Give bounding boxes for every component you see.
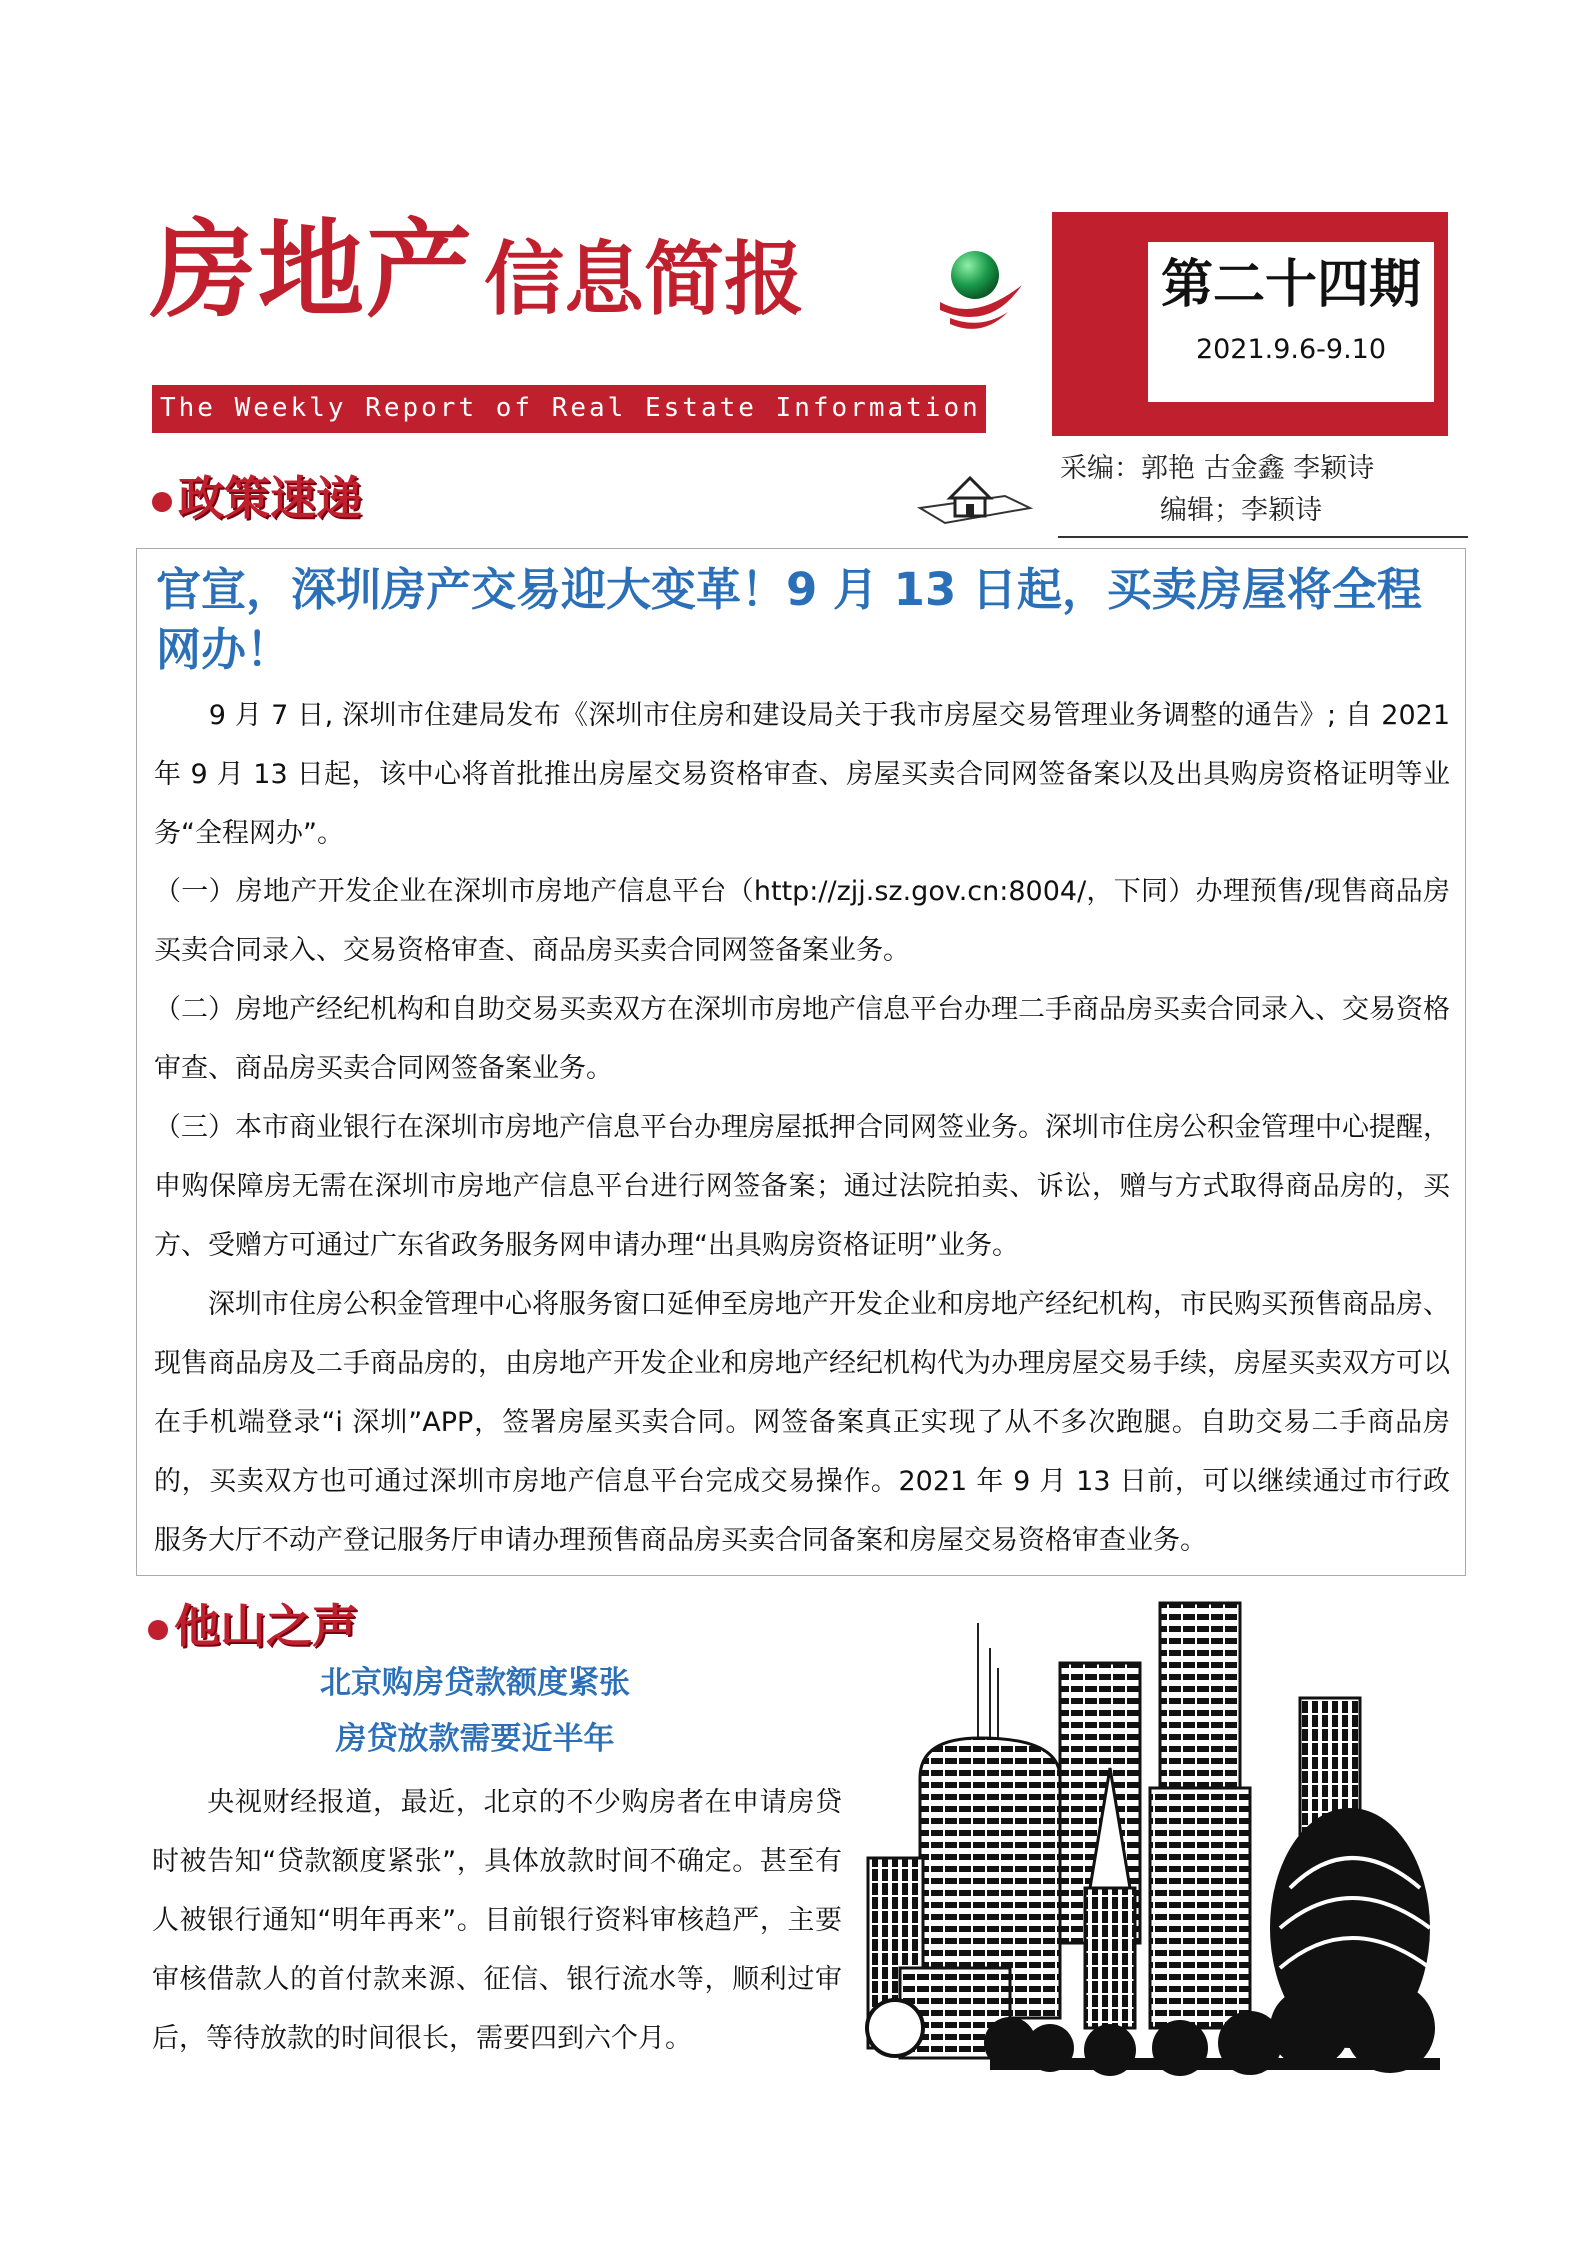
article-headline: 官宣，深圳房产交易迎大变革！9 月 13 日起，买卖房屋将全程网办！ [156,563,1422,676]
logo-icon [930,240,1030,340]
credits-editor: 编辑；李颖诗 [1160,495,1322,526]
article-paragraph: （一）房地产开发企业在深圳市房地产信息平台（http://zjj.sz.gov.cn:8004/，下同）办理预售/现售商品房买卖合同录入、交易资格审查、商品房买卖合同网签备案业务。 [154,876,1450,966]
section-policy-header [152,462,362,528]
city-skyline-illustration [860,1588,1460,2088]
article-paragraph: （三）本市商业银行在深圳市房地产信息平台办理房屋抵押合同网签业务。深圳市住房公积金管理中心提醒，申购保障房无需在深圳市房地产信息平台进行网签备案；通过法院拍卖、诉讼，赠与方式取得商品房的，买方、受赠方可通过广东省政务服务网申请办理“出具购房资格证明”业务。 [154,1112,1450,1261]
issue-number: 第二十四期 [1160,254,1421,315]
news-subtitle: 房贷放款需要近半年 [335,1721,615,1757]
house-icon [915,468,1035,530]
news-paragraph: 央视财经报道，最近，北京的不少购房者在申请房贷时被告知“贷款额度紧张”，具体放款时间不确定。甚至有人被银行通知“明年再来”。目前银行资料审核趋严，主要审核借款人的首付款来源、征信、银行流水等，顺利过审后，等待放款的时间很长，需要四到六个月。 [152,1787,842,2054]
section-external-header [148,1590,358,1656]
masthead-title-big: 房地产 [150,207,474,332]
credits-divider [1058,536,1468,538]
section-policy-title: 政策速递 [178,471,362,525]
masthead-title [150,195,804,355]
section-external-title: 他山之声 [174,1599,358,1653]
bullet-dot-icon [152,492,172,512]
english-subtitle: The Weekly Report of Real Estate Information [160,393,981,423]
article-paragraph: 深圳市住房公积金管理中心将服务窗口延伸至房地产开发企业和房地产经纪机构，市民购买预售商品房、现售商品房及二手商品房的，由房地产开发企业和房地产经纪机构代为办理房屋交易手续，房屋买卖双方可以在手机端登录“i 深圳”APP，签署房屋买卖合同。网签备案真正实现了从不多次跑腿。自助交易二手商品房的，买卖双方也可通过深圳市房地产信息平台完成交易操作。2021 年 9 月 13 日前，可以继续通过市行政服务大厅不动产登记服务厅申请办理预售商品房买卖合同备案和房屋交易资格审查业务。 [154,1289,1450,1556]
credits [1060,448,1374,532]
credits-collectors: 采编：郭艳 古金鑫 李颖诗 [1060,453,1375,484]
news-subtitle: 北京购房贷款额度紧张 [320,1665,630,1701]
article-paragraph: （二）房地产经纪机构和自助交易买卖双方在深圳市房地产信息平台办理二手商品房买卖合同录入、交易资格审查、商品房买卖合同网签备案业务。 [154,994,1450,1084]
masthead-title-small: 信息简报 [484,233,804,326]
bullet-dot-icon [148,1620,168,1640]
issue-date: 2021.9.6-9.10 [1195,334,1387,365]
article-paragraph: 9 月 7 日, 深圳市住建局发布《深圳市住房和建设局关于我市房屋交易管理业务调整的通告》; 自 2021 年 9 月 13 日起，该中心将首批推出房屋交易资格审查、房屋买卖合同网签备案以及出具购房资格证明等业务“全程网办”。 [154,700,1450,849]
